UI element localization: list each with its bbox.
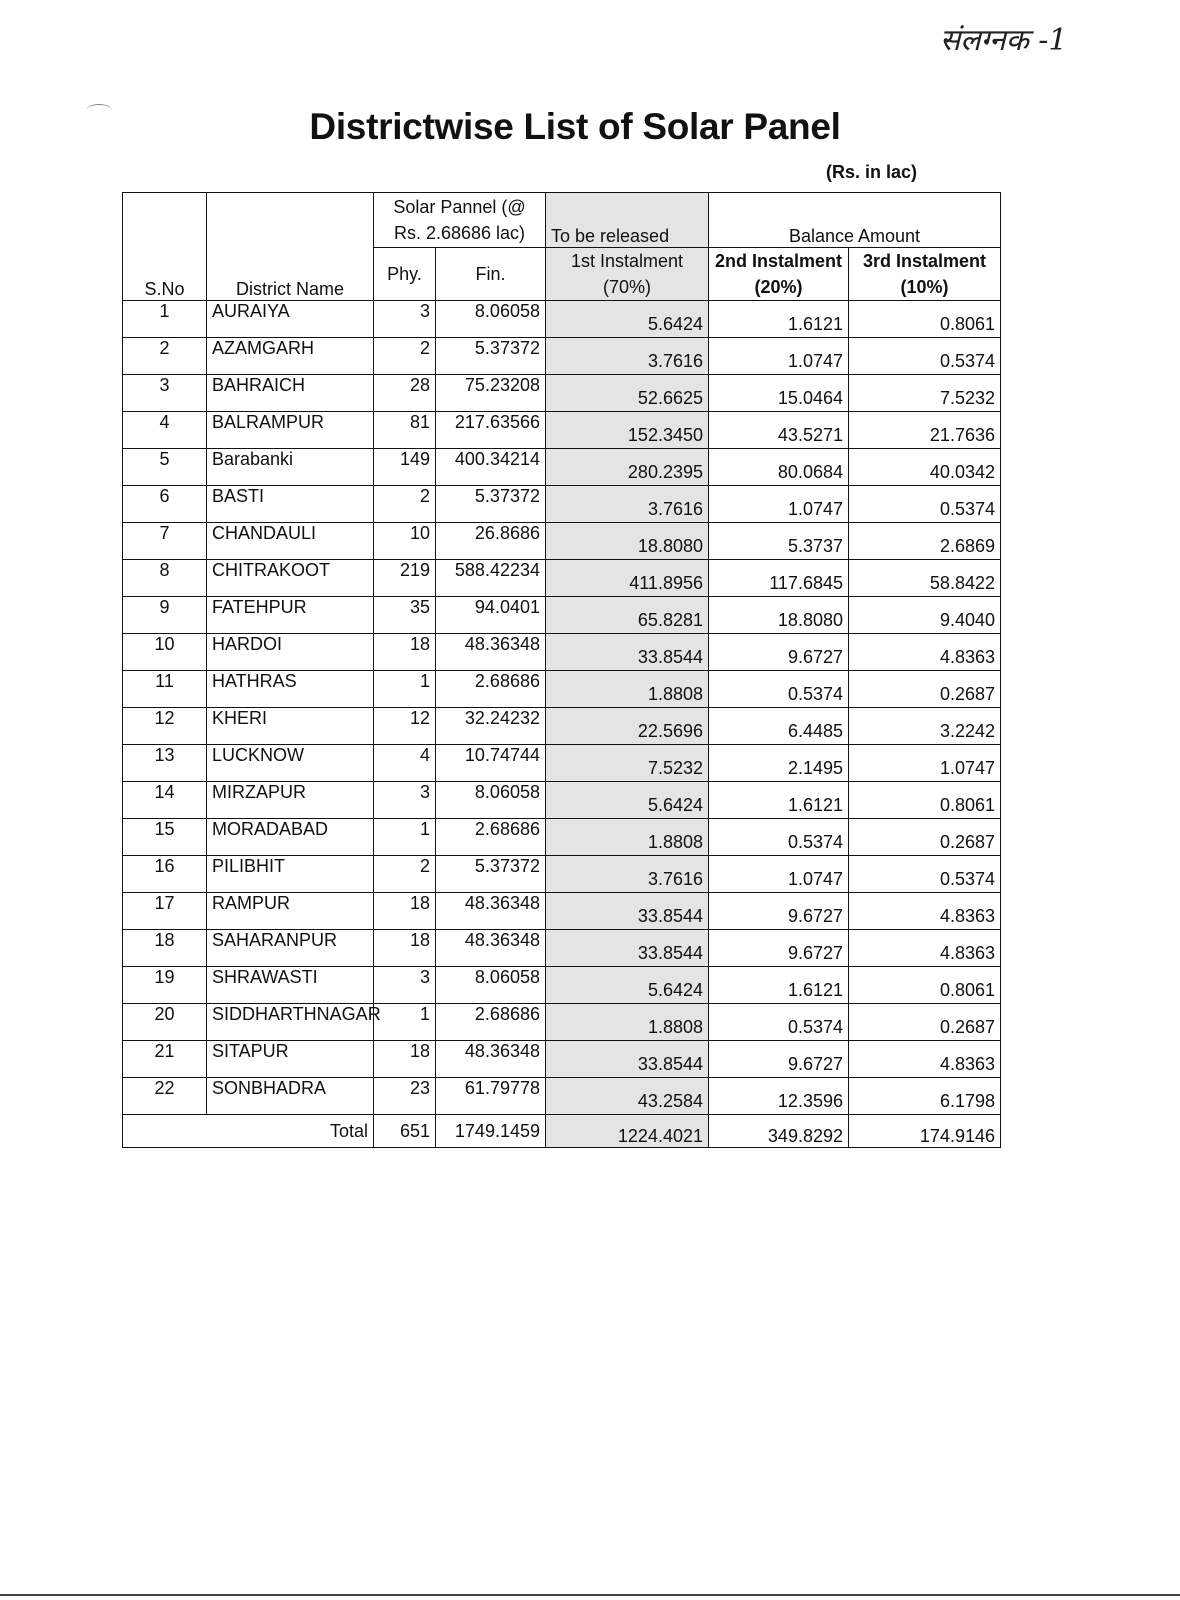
row-sno: 21 — [123, 1041, 207, 1078]
row-phy: 2 — [374, 338, 436, 375]
row-phy: 1 — [374, 671, 436, 708]
table-row — [123, 819, 1001, 856]
row-sno: 15 — [123, 819, 207, 856]
row-district: KHERI — [207, 708, 374, 745]
row-third-instalment: 58.8422 — [849, 560, 1001, 597]
row-first-instalment: 5.6424 — [546, 301, 709, 338]
table-row — [123, 930, 1001, 967]
row-district: SONBHADRA — [207, 1078, 374, 1115]
row-fin: 217.63566 — [436, 412, 546, 449]
row-third-instalment: 0.5374 — [849, 856, 1001, 893]
header-to-be-released: To be released — [546, 193, 709, 248]
row-district: RAMPUR — [207, 893, 374, 930]
row-fin: 5.37372 — [436, 338, 546, 375]
row-second-instalment: 1.6121 — [709, 301, 849, 338]
row-fin: 8.06058 — [436, 967, 546, 1004]
table-row — [123, 893, 1001, 930]
row-third-instalment: 4.8363 — [849, 893, 1001, 930]
solar-panel-table — [122, 192, 1001, 1148]
row-second-instalment: 18.8080 — [709, 597, 849, 634]
row-second-instalment: 0.5374 — [709, 1004, 849, 1041]
row-fin: 2.68686 — [436, 671, 546, 708]
row-first-instalment: 33.8544 — [546, 893, 709, 930]
row-sno: 10 — [123, 634, 207, 671]
row-sno: 22 — [123, 1078, 207, 1115]
row-sno: 20 — [123, 1004, 207, 1041]
row-second-instalment: 5.3737 — [709, 523, 849, 560]
row-third-instalment: 0.5374 — [849, 338, 1001, 375]
row-third-instalment: 21.7636 — [849, 412, 1001, 449]
row-second-instalment: 43.5271 — [709, 412, 849, 449]
row-district: AZAMGARH — [207, 338, 374, 375]
row-first-instalment: 3.7616 — [546, 856, 709, 893]
row-third-instalment: 0.8061 — [849, 782, 1001, 819]
row-district: PILIBHIT — [207, 856, 374, 893]
row-fin: 48.36348 — [436, 1041, 546, 1078]
row-second-instalment: 1.6121 — [709, 782, 849, 819]
total-fin: 1749.1459 — [436, 1115, 546, 1148]
row-district: CHITRAKOOT — [207, 560, 374, 597]
header-solar-panel-line2: Rs. 2.68686 lac) — [393, 223, 526, 243]
row-district: SIDDHARTHNAGAR — [207, 1004, 374, 1041]
row-fin: 10.74744 — [436, 745, 546, 782]
total-label: Total — [123, 1115, 374, 1148]
row-first-instalment: 411.8956 — [546, 560, 709, 597]
table-row — [123, 1004, 1001, 1041]
table-row — [123, 486, 1001, 523]
header-second-line2: (20%) — [754, 277, 803, 297]
row-sno: 13 — [123, 745, 207, 782]
row-district: SITAPUR — [207, 1041, 374, 1078]
row-first-instalment: 43.2584 — [546, 1078, 709, 1115]
row-first-instalment: 1.8808 — [546, 671, 709, 708]
total-first: 1224.4021 — [546, 1115, 709, 1148]
table-row — [123, 634, 1001, 671]
header-second-line1: 2nd Instalment — [714, 251, 843, 271]
table-body — [123, 301, 1001, 1115]
row-district: HARDOI — [207, 634, 374, 671]
header-balance-amount: Balance Amount — [709, 193, 1001, 248]
table-row — [123, 782, 1001, 819]
row-first-instalment: 7.5232 — [546, 745, 709, 782]
total-third: 174.9146 — [849, 1115, 1001, 1148]
row-first-instalment: 33.8544 — [546, 634, 709, 671]
table-row — [123, 967, 1001, 1004]
row-first-instalment: 3.7616 — [546, 338, 709, 375]
row-third-instalment: 4.8363 — [849, 634, 1001, 671]
row-district: MIRZAPUR — [207, 782, 374, 819]
row-fin: 400.34214 — [436, 449, 546, 486]
row-phy: 1 — [374, 819, 436, 856]
row-sno: 4 — [123, 412, 207, 449]
row-phy: 18 — [374, 893, 436, 930]
total-row — [123, 1115, 1001, 1148]
header-phy: Phy. — [374, 248, 436, 301]
row-fin: 2.68686 — [436, 819, 546, 856]
row-second-instalment: 9.6727 — [709, 893, 849, 930]
total-second: 349.8292 — [709, 1115, 849, 1148]
row-fin: 2.68686 — [436, 1004, 546, 1041]
row-sno: 9 — [123, 597, 207, 634]
row-fin: 5.37372 — [436, 856, 546, 893]
row-phy: 23 — [374, 1078, 436, 1115]
row-district: LUCKNOW — [207, 745, 374, 782]
row-district: HATHRAS — [207, 671, 374, 708]
row-phy: 219 — [374, 560, 436, 597]
row-district: SAHARANPUR — [207, 930, 374, 967]
row-second-instalment: 117.6845 — [709, 560, 849, 597]
header-third-instalment — [849, 248, 1001, 301]
row-phy: 1 — [374, 1004, 436, 1041]
row-fin: 61.79778 — [436, 1078, 546, 1115]
row-fin: 588.42234 — [436, 560, 546, 597]
row-first-instalment: 280.2395 — [546, 449, 709, 486]
row-third-instalment: 3.2242 — [849, 708, 1001, 745]
table-row — [123, 597, 1001, 634]
row-fin: 26.8686 — [436, 523, 546, 560]
header-solar-panel-line1: Solar Pannel (@ — [393, 197, 526, 217]
row-first-instalment: 52.6625 — [546, 375, 709, 412]
header-district: District Name — [207, 193, 374, 301]
row-first-instalment: 3.7616 — [546, 486, 709, 523]
header-fin: Fin. — [436, 248, 546, 301]
row-third-instalment: 1.0747 — [849, 745, 1001, 782]
row-fin: 94.0401 — [436, 597, 546, 634]
header-third-line1: 3rd Instalment — [862, 251, 987, 271]
row-phy: 35 — [374, 597, 436, 634]
table-row — [123, 745, 1001, 782]
table-row — [123, 449, 1001, 486]
row-phy: 3 — [374, 301, 436, 338]
row-second-instalment: 9.6727 — [709, 1041, 849, 1078]
row-sno: 14 — [123, 782, 207, 819]
row-phy: 81 — [374, 412, 436, 449]
row-phy: 3 — [374, 967, 436, 1004]
row-phy: 12 — [374, 708, 436, 745]
row-second-instalment: 0.5374 — [709, 819, 849, 856]
row-district: BASTI — [207, 486, 374, 523]
header-first-line1: 1st Instalment — [570, 251, 684, 271]
annexure-note: संलग्नक -1 — [940, 23, 1068, 58]
row-phy: 149 — [374, 449, 436, 486]
row-sno: 12 — [123, 708, 207, 745]
row-second-instalment: 0.5374 — [709, 671, 849, 708]
row-fin: 48.36348 — [436, 634, 546, 671]
row-district: MORADABAD — [207, 819, 374, 856]
row-district: BAHRAICH — [207, 375, 374, 412]
row-second-instalment: 1.6121 — [709, 967, 849, 1004]
row-third-instalment: 4.8363 — [849, 1041, 1001, 1078]
row-sno: 16 — [123, 856, 207, 893]
header-second-instalment — [709, 248, 849, 301]
row-third-instalment: 0.8061 — [849, 301, 1001, 338]
row-second-instalment: 1.0747 — [709, 486, 849, 523]
row-district: BALRAMPUR — [207, 412, 374, 449]
row-fin: 5.37372 — [436, 486, 546, 523]
table-row — [123, 375, 1001, 412]
table-row — [123, 523, 1001, 560]
row-sno: 5 — [123, 449, 207, 486]
row-phy: 28 — [374, 375, 436, 412]
page-title: Districtwise List of Solar Panel — [309, 106, 841, 147]
row-fin: 8.06058 — [436, 782, 546, 819]
row-phy: 18 — [374, 634, 436, 671]
row-second-instalment: 1.0747 — [709, 856, 849, 893]
row-sno: 6 — [123, 486, 207, 523]
row-fin: 75.23208 — [436, 375, 546, 412]
row-first-instalment: 22.5696 — [546, 708, 709, 745]
row-third-instalment: 2.6869 — [849, 523, 1001, 560]
row-phy: 10 — [374, 523, 436, 560]
row-fin: 32.24232 — [436, 708, 546, 745]
row-second-instalment: 2.1495 — [709, 745, 849, 782]
row-first-instalment: 33.8544 — [546, 930, 709, 967]
table-row — [123, 671, 1001, 708]
row-second-instalment: 9.6727 — [709, 634, 849, 671]
row-second-instalment: 15.0464 — [709, 375, 849, 412]
row-first-instalment: 65.8281 — [546, 597, 709, 634]
row-first-instalment: 1.8808 — [546, 819, 709, 856]
row-first-instalment: 5.6424 — [546, 782, 709, 819]
table-row — [123, 708, 1001, 745]
row-first-instalment: 152.3450 — [546, 412, 709, 449]
row-district: SHRAWASTI — [207, 967, 374, 1004]
row-fin: 48.36348 — [436, 893, 546, 930]
row-fin: 48.36348 — [436, 930, 546, 967]
header-first-instalment — [546, 248, 709, 301]
row-sno: 18 — [123, 930, 207, 967]
table-row — [123, 301, 1001, 338]
row-third-instalment: 9.4040 — [849, 597, 1001, 634]
row-sno: 2 — [123, 338, 207, 375]
row-third-instalment: 4.8363 — [849, 930, 1001, 967]
row-third-instalment: 0.8061 — [849, 967, 1001, 1004]
row-sno: 17 — [123, 893, 207, 930]
table-row — [123, 412, 1001, 449]
row-second-instalment: 12.3596 — [709, 1078, 849, 1115]
table-row — [123, 1041, 1001, 1078]
row-sno: 3 — [123, 375, 207, 412]
row-third-instalment: 40.0342 — [849, 449, 1001, 486]
header-sno: S.No — [123, 193, 207, 301]
row-third-instalment: 0.2687 — [849, 1004, 1001, 1041]
row-sno: 11 — [123, 671, 207, 708]
row-second-instalment: 80.0684 — [709, 449, 849, 486]
table-row — [123, 338, 1001, 375]
row-sno: 8 — [123, 560, 207, 597]
row-district: AURAIYA — [207, 301, 374, 338]
row-third-instalment: 0.5374 — [849, 486, 1001, 523]
header-third-line2: (10%) — [900, 277, 949, 297]
row-second-instalment: 1.0747 — [709, 338, 849, 375]
row-first-instalment: 18.8080 — [546, 523, 709, 560]
table-row — [123, 560, 1001, 597]
row-third-instalment: 7.5232 — [849, 375, 1001, 412]
header-solar-panel — [374, 193, 546, 248]
page-edge-line — [0, 1594, 1180, 1596]
row-district: FATEHPUR — [207, 597, 374, 634]
row-district: Barabanki — [207, 449, 374, 486]
row-first-instalment: 5.6424 — [546, 967, 709, 1004]
row-third-instalment: 6.1798 — [849, 1078, 1001, 1115]
row-fin: 8.06058 — [436, 301, 546, 338]
units-note: (Rs. in lac) — [826, 162, 918, 182]
table-row — [123, 856, 1001, 893]
row-sno: 7 — [123, 523, 207, 560]
row-phy: 18 — [374, 930, 436, 967]
header-first-line2: (70%) — [602, 277, 651, 297]
table-row — [123, 1078, 1001, 1115]
total-phy: 651 — [374, 1115, 436, 1148]
row-phy: 2 — [374, 856, 436, 893]
row-sno: 1 — [123, 301, 207, 338]
row-second-instalment: 6.4485 — [709, 708, 849, 745]
row-district: CHANDAULI — [207, 523, 374, 560]
row-second-instalment: 9.6727 — [709, 930, 849, 967]
row-sno: 19 — [123, 967, 207, 1004]
row-first-instalment: 1.8808 — [546, 1004, 709, 1041]
row-phy: 18 — [374, 1041, 436, 1078]
row-phy: 3 — [374, 782, 436, 819]
row-phy: 2 — [374, 486, 436, 523]
row-third-instalment: 0.2687 — [849, 819, 1001, 856]
row-phy: 4 — [374, 745, 436, 782]
row-third-instalment: 0.2687 — [849, 671, 1001, 708]
row-first-instalment: 33.8544 — [546, 1041, 709, 1078]
